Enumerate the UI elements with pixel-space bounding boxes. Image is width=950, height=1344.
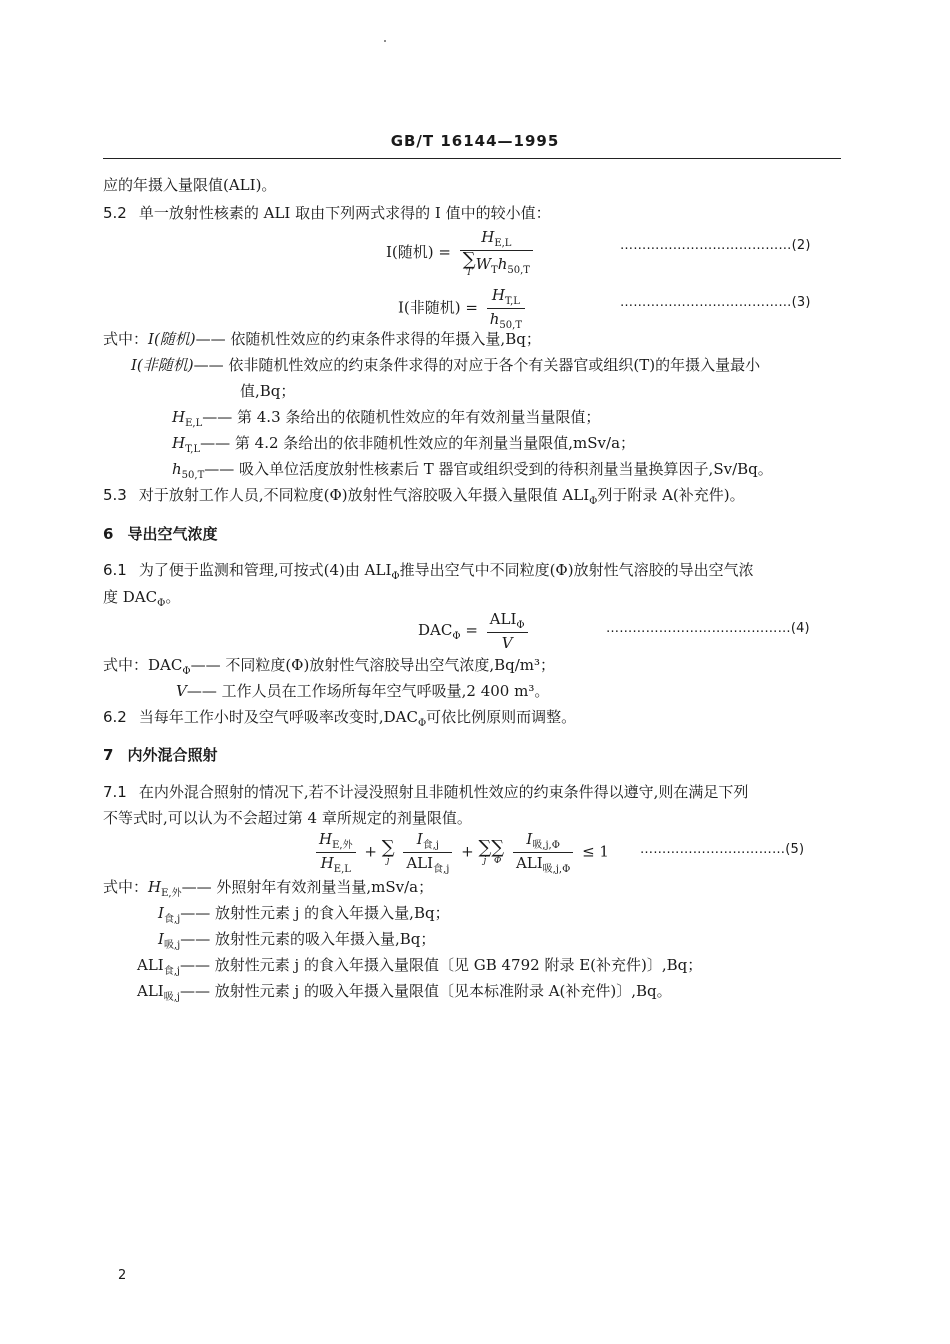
clause-5-2 bbox=[103, 203, 551, 223]
eq3-lhs: I(非随机) = bbox=[398, 298, 478, 317]
eq2-lhs: I(随机) = bbox=[386, 243, 451, 261]
section-7-heading: 7 内外混合照射 bbox=[103, 746, 218, 764]
equation-5: $\frac{H_{E,外}}{H_{E,L}}$ + ∑ j $\frac{I_{食,j}}{ALI_{食,j}}$ + ∑ j ∑ Φ $\frac{I_{吸,j,\Phi}}{ALI_{吸,j,\Phi}}$ ≤ 1 bbox=[312, 830, 609, 875]
definition-row: $H_{E,L}——$ 第 4.3 条给出的依随机性效应的年有效剂量当量限值； bbox=[172, 408, 601, 429]
clause-5-3: 5.3 对于放射工作人员,不同粒度(Φ)放射性气溶胶吸入年摄入量限值 $ALI_\Phi$列于附录 A(补充件)。 bbox=[103, 486, 745, 507]
clause-6-2: 6.2 当每年工作小时及空气呼吸率改变时$,DAC_\Phi$可依比例原则而调整。 bbox=[103, 708, 577, 729]
clause-7-1: 7.1 在内外混合照射的情况下,若不计浸没照射且非随机性效应的约束条件得以遵守,则在满足下列 bbox=[103, 783, 749, 801]
equation-2 bbox=[386, 228, 537, 278]
page-number: 2 bbox=[118, 1268, 127, 1283]
definition-row: $H_{T,L}——$ 第 4.2 条给出的依非随机性效应的年剂量当量限值,mSv/a； bbox=[172, 434, 636, 455]
intro-line: 应的年摄入量限值(ALI)。 bbox=[103, 176, 277, 194]
eq3-leader: …………………………………(3) bbox=[620, 295, 811, 310]
eq5-number: (5) bbox=[785, 842, 805, 857]
definition-continuation: 值,Bq； bbox=[240, 382, 296, 400]
eq3-fraction: $\frac{H_{T,L}}{h_{50,T}}$ bbox=[487, 286, 525, 331]
clause-7-1-cont: 不等式时,可以认为不会超过第 4 章所规定的剂量限值。 bbox=[103, 809, 472, 827]
definition-row: $I_{食,j}——$ 放射性元素 j 的食入年摄入量,Bq； bbox=[158, 904, 450, 925]
eq4-number: (4) bbox=[790, 621, 810, 636]
standard-code-header: GB/T 16144—1995 bbox=[390, 132, 560, 150]
definition-row: $ALI_{吸,j}——$ 放射性元素 j 的吸入年摄入量限值〔见本标准附录 A(补充件)〕,Bq。 bbox=[137, 982, 672, 1003]
definition-row: V—— 工作人员在工作场所每年空气呼吸量,2 400 m³。 bbox=[176, 682, 550, 700]
definition-row: $ALI_{食,j}——$ 放射性元素 j 的食入年摄入量限值〔见 GB 4792 附录 E(补充件)〕,Bq； bbox=[137, 956, 703, 977]
eq5-leader: ……………………………(5) bbox=[640, 842, 805, 857]
equation-3 bbox=[398, 286, 529, 331]
section-6-heading: 6 导出空气浓度 bbox=[103, 525, 218, 543]
definition-row: I(非随机)—— 依非随机性效应的约束条件求得的对应于各个有关器官或组织(T)的年摄入量最小 bbox=[131, 356, 761, 374]
eq2-leader: …………………………………(2) bbox=[620, 238, 811, 253]
clause-6-1: 6.1 为了便于监测和管理,可按式(4)由 $ALI_\Phi$推导出空气中不同粒度(Φ)放射性气溶胶的导出空气浓 bbox=[103, 561, 754, 582]
eq3-number: (3) bbox=[791, 295, 811, 310]
definition-row: 式中：I(随机)—— 依随机性效应的约束条件求得的年摄入量,Bq； bbox=[103, 330, 541, 348]
eq4-leader: ……………………………………(4) bbox=[606, 621, 810, 636]
eq2-number: (2) bbox=[791, 238, 811, 253]
definition-row: 式中：$H_{E,外}——$ 外照射年有效剂量当量,mSv/a； bbox=[103, 878, 434, 899]
scan-speck bbox=[384, 40, 386, 42]
eq2-fraction: $H_{E,L}$ ∑ T $W_Th_{50,T}$ bbox=[460, 228, 533, 278]
clause-6-1-cont: 度 $DAC_\Phi$。 bbox=[103, 588, 181, 609]
definition-row: $I_{吸,j}——$ 放射性元素的吸入年摄入量,Bq； bbox=[158, 930, 436, 951]
definition-row: $h_{50,T}——$ 吸入单位活度放射性核素后 T 器官或组织受到的待积剂量当量换算因子,Sv/Bq。 bbox=[172, 460, 773, 481]
clause-text: 单一放射性核素的 ALI 取由下列两式求得的 I 值中的较小值： bbox=[138, 204, 551, 222]
header-rule bbox=[103, 158, 841, 159]
clause-number: 5.2 bbox=[103, 204, 127, 222]
definition-row: 式中：$DAC_\Phi——$ 不同粒度(Φ)放射性气溶胶导出空气浓度,Bq/m³； bbox=[103, 656, 556, 677]
equation-4: $DAC_\Phi$ = $\frac{ALI_\Phi}{V}$ bbox=[418, 610, 532, 652]
where-label: 式中： bbox=[103, 330, 149, 348]
